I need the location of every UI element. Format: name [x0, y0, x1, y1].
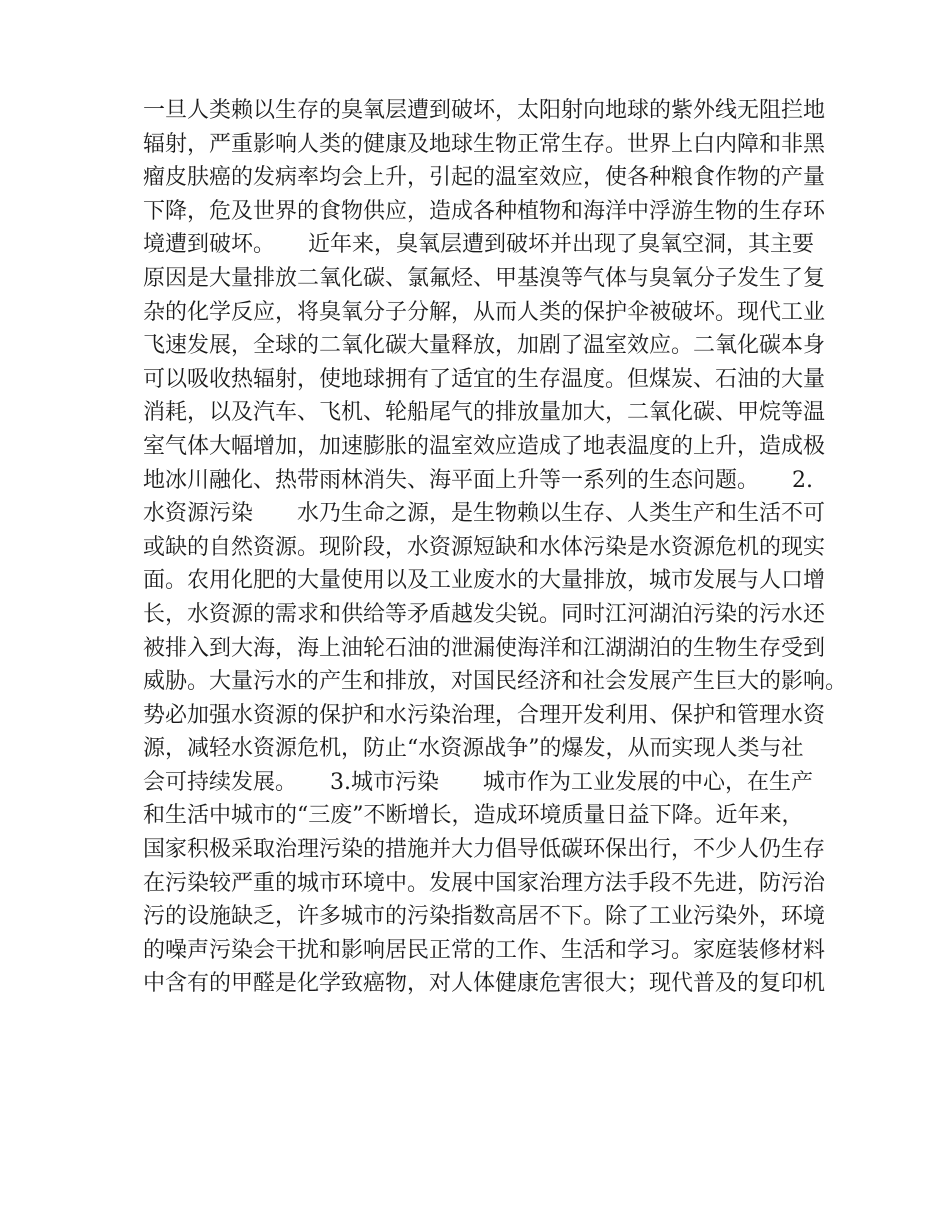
text-line: 原因是大量排放二氧化碳、氯氟烃、甲基溴等气体与臭氧分子发生了复: [143, 265, 826, 291]
text-line: 源，减轻水资源危机，防止“水资源战争”的爆发，从而实现人类与社: [143, 736, 804, 762]
text-line: 在污染较严重的城市环境中。发展中国家治理方法手段不先进，防污治: [143, 870, 826, 896]
text-line: 会可持续发展。 3.城市污染 城市作为工业发展的中心，在生产: [143, 769, 813, 795]
text-line: 室气体大幅增加，加速膨胀的温室效应造成了地表温度的上升，造成极: [143, 433, 826, 459]
text-line: 杂的化学反应，将臭氧分子分解，从而人类的保护伞被破坏。现代工业: [143, 299, 826, 325]
text-line: 势必加强水资源的保护和水污染治理，合理开发利用、保护和管理水资: [143, 702, 826, 728]
text-line: 或缺的自然资源。现阶段，水资源短缺和水体污染是水资源危机的现实: [143, 534, 826, 560]
text-line: 污的设施缺乏，许多城市的污染指数高居不下。除了工业污染外，环境: [143, 904, 826, 930]
text-line: 面。农用化肥的大量使用以及工业废水的大量排放，城市发展与人口增: [143, 568, 826, 594]
text-line: 境遭到破坏。 近年来，臭氧层遭到破坏并出现了臭氧空洞，其主要: [143, 232, 815, 258]
text-line: 和生活中城市的“三废”不断增长，造成环境质量日益下降。近年来，: [143, 803, 804, 829]
text-line: 被排入到大海，海上油轮石油的泄漏使海洋和江湖湖泊的生物生存受到: [143, 635, 826, 661]
text-line: 消耗，以及汽车、飞机、轮船尾气的排放量加大，二氧化碳、甲烷等温: [143, 400, 826, 426]
body-text: [143, 94, 848, 1001]
text-line: 一旦人类赖以生存的臭氧层遭到破坏，太阳射向地球的紫外线无阻拦地: [143, 98, 826, 123]
text-line: 水资源污染 水乃生命之源，是生物赖以生存、人类生产和生活不可: [143, 501, 826, 527]
text-line: 地冰川融化、热带雨林消失、海平面上升等一系列的生态问题。 2.: [143, 467, 813, 493]
text-line: 飞速发展，全球的二氧化碳大量释放，加剧了温室效应。二氧化碳本身: [143, 333, 826, 359]
text-line: 的噪声污染会干扰和影响居民正常的工作、生活和学习。家庭装修材料: [143, 937, 826, 963]
text-line: 瘤皮肤癌的发病率均会上升，引起的温室效应，使各种粮食作物的产量: [143, 165, 826, 191]
text-line: 长，水资源的需求和供给等矛盾越发尖锐。同时江河湖泊污染的污水还: [143, 601, 826, 627]
text-line: 威胁。大量污水的产生和排放，对国民经济和社会发展产生巨大的影响。: [143, 669, 848, 695]
text-line: 辐射，严重影响人类的健康及地球生物正常生存。世界上白内障和非黑: [143, 131, 826, 157]
text-line: 下降，危及世界的食物供应，造成各种植物和海洋中浮游生物的生存环: [143, 198, 826, 224]
text-line: 可以吸收热辐射，使地球拥有了适宜的生存温度。但煤炭、石油的大量: [143, 366, 826, 392]
text-line: 中含有的甲醛是化学致癌物，对人体健康危害很大；现代普及的复印机: [143, 971, 826, 997]
text-line: 国家积极采取治理污染的措施并大力倡导低碳环保出行，不少人仍生存: [143, 837, 826, 863]
